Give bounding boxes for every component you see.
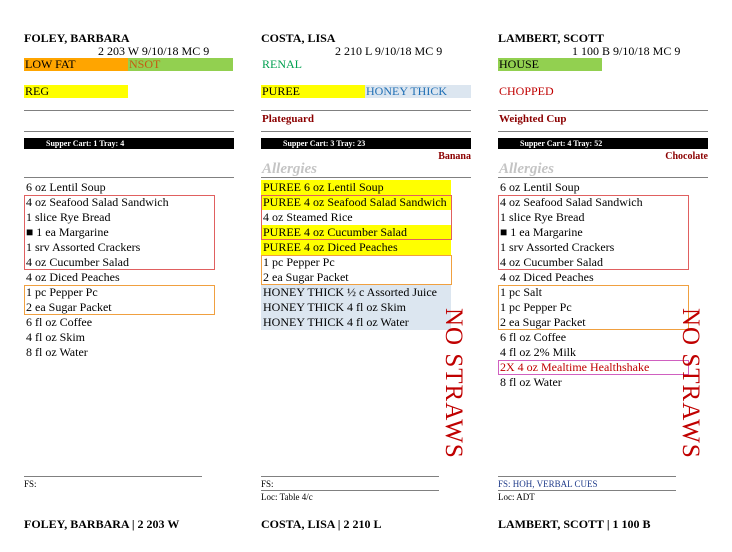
- menu-item: HONEY THICK 4 fl oz Skim: [261, 300, 451, 315]
- adaptive-equipment-label: Weighted Cup: [499, 113, 567, 125]
- menu-item: 1 srv Assorted Crackers: [500, 240, 615, 254]
- meal-tray-header: Supper Cart: 1 Tray: 4: [24, 138, 234, 149]
- menu-item: 6 oz Lentil Soup: [26, 180, 106, 194]
- location-note: Loc: Table 4/c: [261, 492, 313, 502]
- divider: [24, 177, 234, 178]
- menu-item: 4 oz Cucumber Salad: [500, 255, 603, 269]
- food-service-note: FS:: [24, 479, 37, 489]
- menu-item: HONEY THICK 4 fl oz Water: [261, 315, 451, 330]
- ticket-footer: FOLEY, BARBARA | 2 203 W: [24, 517, 180, 531]
- meal-tray-header: Supper Cart: 4 Tray: 52: [498, 138, 708, 149]
- allergies-heading: Allergies: [499, 161, 554, 177]
- meal-tray-header: Supper Cart: 3 Tray: 23: [261, 138, 471, 149]
- menu-item: 2 ea Sugar Packet: [500, 315, 586, 329]
- food-service-note: FS:: [261, 479, 274, 489]
- divider: [261, 110, 471, 111]
- allergies-heading: Allergies: [262, 161, 317, 177]
- room-date-info: 1 100 B 9/10/18 MC 9: [572, 44, 681, 58]
- menu-item: 4 fl oz Skim: [26, 330, 85, 344]
- entree-group-box: [498, 195, 689, 270]
- menu-item: 8 fl oz Water: [500, 375, 562, 389]
- ticket-footer: LAMBERT, SCOTT | 1 100 B: [498, 517, 651, 531]
- divider: [498, 110, 708, 111]
- menu-item: 1 pc Pepper Pc: [500, 300, 572, 314]
- condiment-group-box: [261, 255, 452, 285]
- entree-group-box: [261, 195, 452, 240]
- menu-item: 8 fl oz Water: [26, 345, 88, 359]
- condiment-group-box: [24, 285, 215, 315]
- divider: [261, 177, 471, 178]
- food-preference: Banana: [438, 151, 471, 162]
- menu-item: 6 fl oz Coffee: [26, 315, 93, 329]
- menu-item: 4 oz Seafood Salad Sandwich: [500, 195, 643, 209]
- diet-texture: REG: [24, 85, 128, 98]
- menu-item: 4 oz Diced Peaches: [26, 270, 120, 284]
- divider: [261, 490, 439, 491]
- divider: [24, 476, 202, 477]
- divider: [498, 177, 708, 178]
- menu-item: 4 oz Cucumber Salad: [26, 255, 129, 269]
- menu-item: 1 slice Rye Bread: [26, 210, 111, 224]
- menu-item: 6 fl oz Coffee: [500, 330, 567, 344]
- menu-item: 1 pc Pepper Pc: [26, 285, 98, 299]
- menu-item: HONEY THICK ½ c Assorted Juice: [261, 285, 451, 300]
- divider: [498, 490, 676, 491]
- menu-item: PUREE 4 oz Diced Peaches: [261, 240, 451, 255]
- menu-item: 4 oz Steamed Rice: [263, 210, 353, 224]
- supplement-box: [498, 360, 689, 375]
- patient-name: LAMBERT, SCOTT: [498, 31, 605, 45]
- menu-item: 4 oz Diced Peaches: [500, 270, 594, 284]
- no-straws-warning: NO STRAWS: [440, 308, 467, 459]
- diet-honey-thick: HONEY THICK: [365, 85, 471, 98]
- tray-ticket-costa: [261, 0, 481, 552]
- diet-renal: RENAL: [262, 57, 302, 71]
- menu-item: 1 srv Assorted Crackers: [26, 240, 141, 254]
- diet-low-fat: LOW FAT: [24, 58, 128, 71]
- room-date-info: 2 210 L 9/10/18 MC 9: [335, 44, 443, 58]
- menu-item: 2 ea Sugar Packet: [26, 300, 112, 314]
- location-note: Loc: ADT: [498, 492, 535, 502]
- condiment-group-box: [498, 285, 689, 330]
- tray-ticket-foley: [24, 0, 244, 552]
- menu-item: ■ 1 ea Margarine: [500, 225, 583, 239]
- menu-item: 2 ea Sugar Packet: [263, 270, 349, 284]
- menu-item: 1 pc Pepper Pc: [263, 255, 335, 269]
- menu-item: PUREE 6 oz Lentil Soup: [261, 180, 451, 195]
- menu-item: 6 oz Lentil Soup: [500, 180, 580, 194]
- divider: [261, 476, 439, 477]
- adaptive-equipment-label: Plateguard: [262, 113, 314, 125]
- menu-item: ■ 1 ea Margarine: [26, 225, 109, 239]
- food-service-note: FS: HOH, VERBAL CUES: [498, 479, 598, 489]
- diet-chopped: CHOPPED: [499, 84, 554, 98]
- divider: [24, 110, 234, 111]
- entree-group-box: [24, 195, 215, 270]
- menu-item: PUREE 4 oz Cucumber Salad: [261, 225, 451, 240]
- food-preference: Chocolate: [665, 151, 708, 162]
- divider: [24, 131, 234, 132]
- ticket-footer: COSTA, LISA | 2 210 L: [261, 517, 382, 531]
- no-straws-warning: NO STRAWS: [677, 308, 704, 459]
- room-date-info: 2 203 W 9/10/18 MC 9: [98, 44, 210, 58]
- menu-item: 2X 4 oz Mealtime Healthshake: [500, 360, 650, 374]
- patient-name: COSTA, LISA: [261, 31, 336, 45]
- divider: [498, 131, 708, 132]
- diet-house: HOUSE: [498, 58, 602, 71]
- divider: [498, 476, 676, 477]
- menu-item: 1 slice Rye Bread: [500, 210, 585, 224]
- menu-item: 4 oz Seafood Salad Sandwich: [26, 195, 169, 209]
- menu-item: 4 fl oz 2% Milk: [500, 345, 576, 359]
- diet-nsot: NSOT: [128, 58, 233, 71]
- tray-ticket-lambert: [498, 0, 718, 552]
- divider: [261, 131, 471, 132]
- diet-puree: PUREE: [261, 85, 365, 98]
- menu-item: 1 pc Salt: [500, 285, 542, 299]
- patient-name: FOLEY, BARBARA: [24, 31, 130, 45]
- menu-item: PUREE 4 oz Seafood Salad Sandwich: [261, 195, 451, 210]
